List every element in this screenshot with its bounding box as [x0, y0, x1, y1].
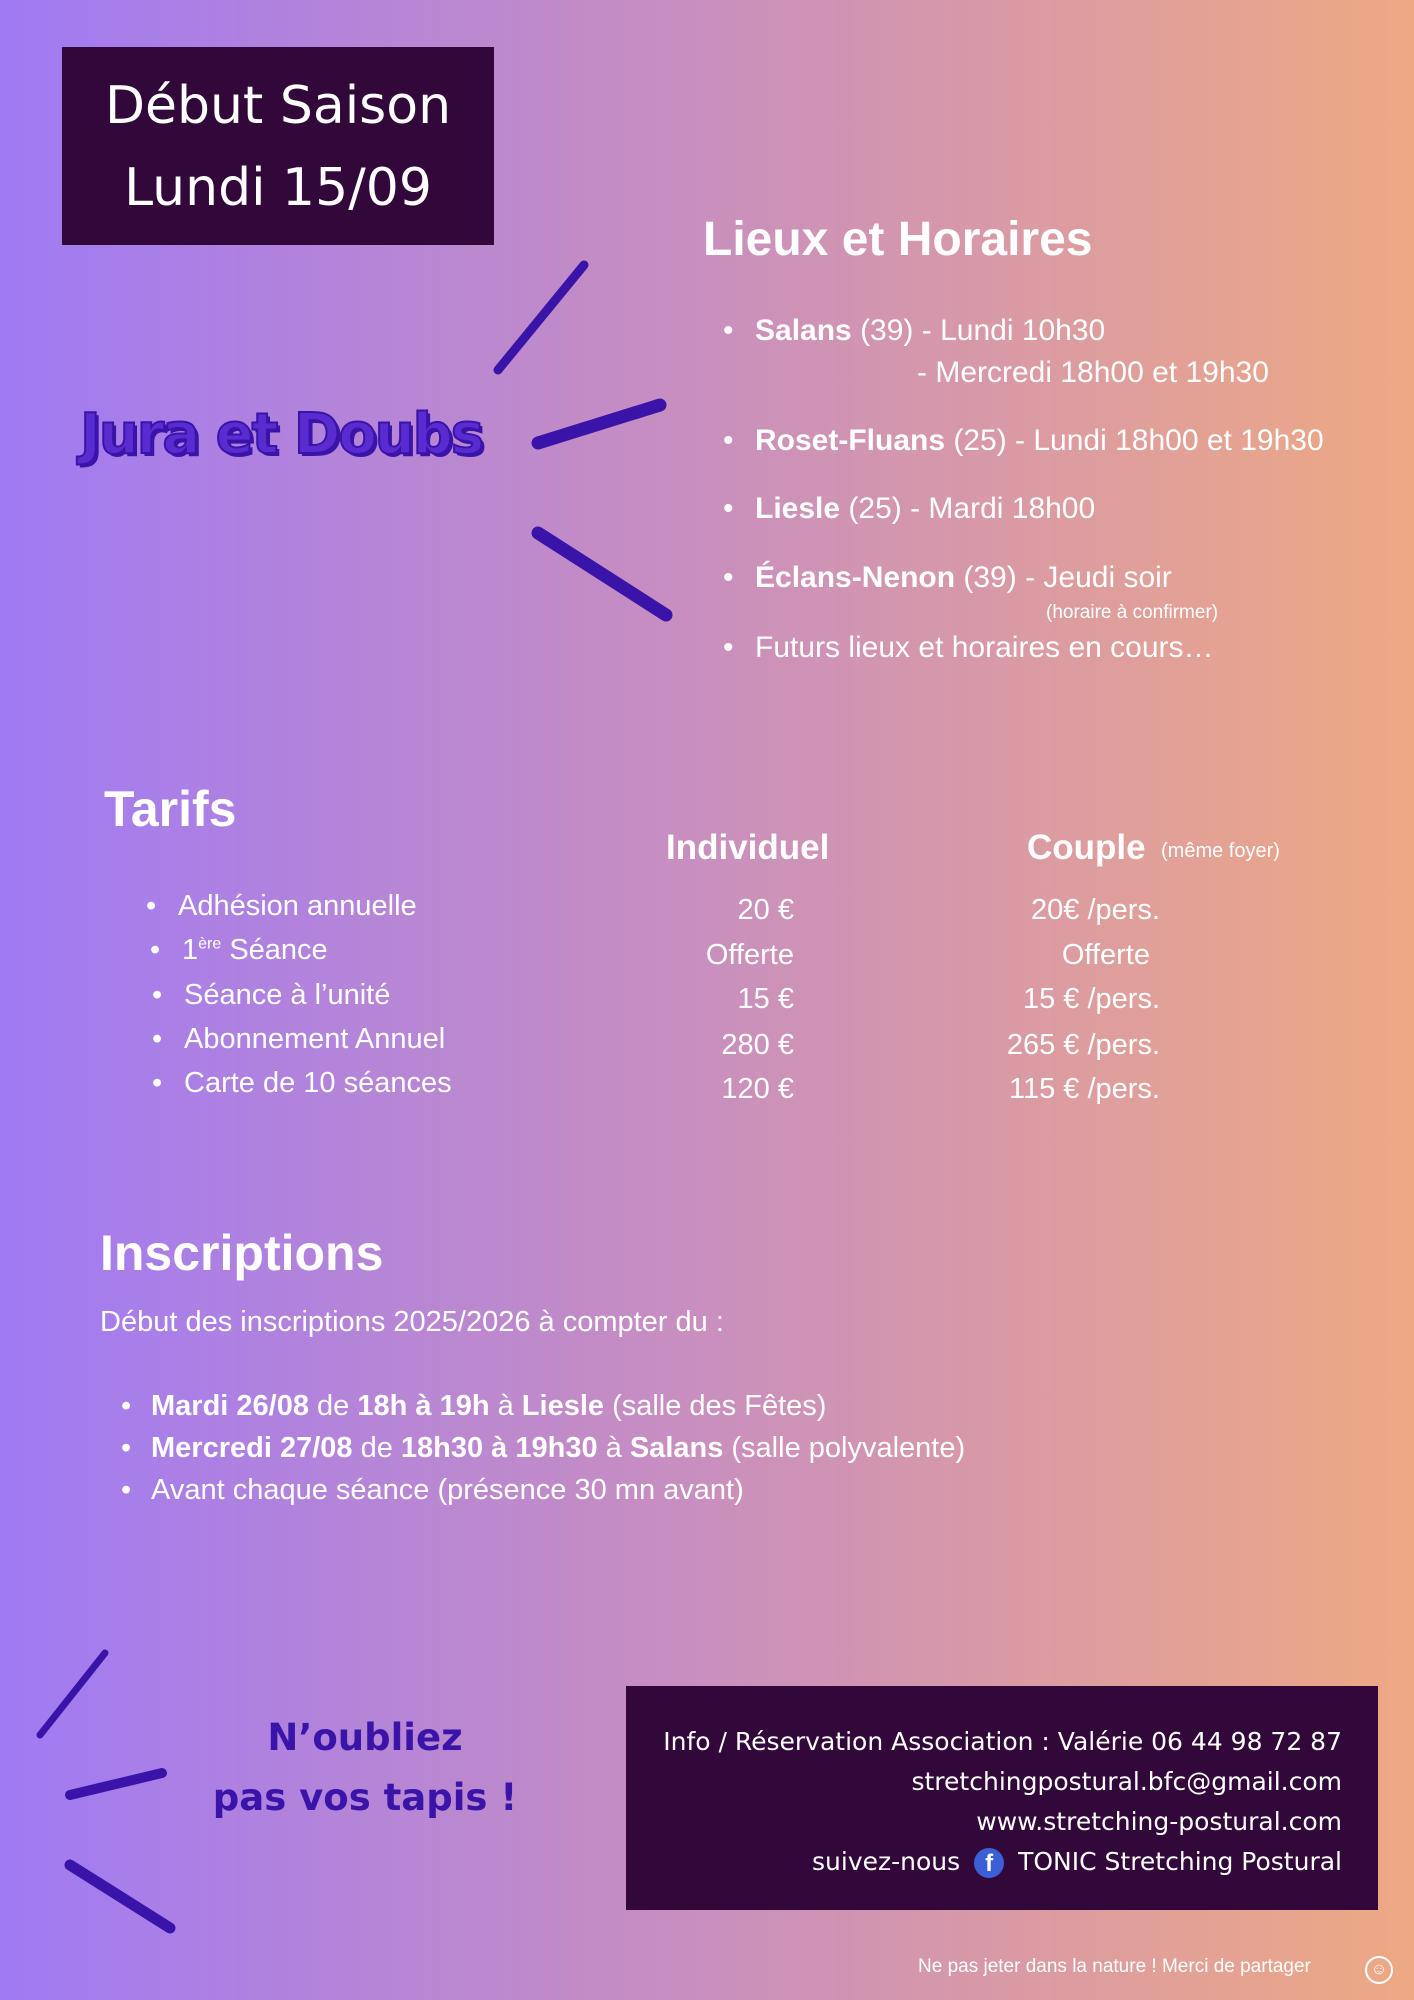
- season-start-date: Lundi 15/09: [124, 158, 432, 218]
- future-places-text: Futurs lieux et horaires en cours…: [755, 631, 1214, 664]
- inscription-text: Avant chaque séance (présence 30 mn avant): [151, 1474, 744, 1506]
- place-schedule: (39) - Lundi 10h30: [851, 314, 1106, 347]
- list-item: [755, 561, 1172, 595]
- list-item: [151, 1474, 744, 1507]
- lieux-title: Lieux et Horaires: [703, 213, 1093, 266]
- place-schedule-extra: - Mercredi 18h00 et 19h30: [917, 356, 1269, 389]
- inscription-connector: à: [489, 1390, 522, 1422]
- schedule-note: (horaire à confirmer): [1046, 602, 1219, 623]
- info-website[interactable]: www.stretching-postural.com: [976, 1807, 1342, 1836]
- season-start-box: [62, 47, 494, 245]
- tarif-couple: 265 € /pers.: [1006, 1029, 1160, 1061]
- list-item: [151, 1390, 826, 1423]
- inscription-time: 18h à 19h: [357, 1390, 490, 1422]
- tarif-individuel: 15 €: [737, 983, 794, 1015]
- info-email[interactable]: stretchingpostural.bfc@gmail.com: [911, 1767, 1342, 1796]
- tarif-couple: 20€ /pers.: [1031, 894, 1160, 926]
- tarif-couple: 15 € /pers.: [1022, 983, 1160, 1015]
- inscription-place: Liesle: [521, 1390, 605, 1422]
- place-name: Liesle: [755, 492, 841, 525]
- info-box: [626, 1686, 1378, 1910]
- inscription-connector: de: [352, 1432, 401, 1464]
- region-title: Jura et Doubs: [80, 402, 483, 467]
- tarif-individuel: 20 €: [737, 894, 794, 926]
- inscriptions-title: Inscriptions: [100, 1225, 384, 1281]
- column-header-individuel: Individuel: [666, 828, 830, 867]
- column-header-couple: Couple: [1027, 828, 1146, 867]
- column-header-couple-note: (même foyer): [1161, 840, 1280, 862]
- inscription-time: 18h30 à 19h30: [400, 1432, 598, 1464]
- inscription-venue: (salle polyvalente): [723, 1432, 966, 1464]
- tarif-label: • Adhésion annuelle: [178, 890, 417, 923]
- inscription-connector: à: [597, 1432, 630, 1464]
- list-item: [151, 1432, 965, 1465]
- inscriptions-intro: Début des inscriptions 2025/2026 à compter du :: [100, 1306, 724, 1338]
- place-name: Roset-Fluans: [755, 424, 946, 457]
- info-social: [626, 1842, 1342, 1882]
- inscription-connector: de: [308, 1390, 358, 1422]
- tarif-label: • Séance à l’unité: [184, 979, 390, 1012]
- tarif-individuel: 280 €: [721, 1029, 794, 1061]
- tapis-line: pas vos tapis !: [212, 1776, 518, 1819]
- tarif-couple: Offerte: [1061, 939, 1150, 971]
- tarif-individuel: 120 €: [721, 1073, 794, 1105]
- list-item: [755, 314, 1105, 348]
- tapis-reminder: [180, 1708, 550, 1828]
- decorative-strokes-bottom: [30, 1645, 190, 1945]
- place-name: Éclans-Nenon: [755, 561, 956, 594]
- follow-label: suivez-nous: [812, 1847, 961, 1876]
- list-item: [755, 492, 1095, 526]
- place-name: Salans: [755, 314, 852, 347]
- place-schedule: (39) - Jeudi soir: [955, 561, 1172, 594]
- facebook-icon[interactable]: f: [974, 1848, 1004, 1878]
- tapis-line: N’oubliez: [267, 1716, 463, 1759]
- place-schedule: (25) - Mardi 18h00: [840, 492, 1096, 525]
- info-contact: Info / Réservation Association : Valérie 06 44 98 72 87: [663, 1727, 1342, 1756]
- list-item: [755, 631, 1214, 665]
- tarif-label: • Carte de 10 séances: [184, 1067, 452, 1100]
- tarif-label: [182, 934, 328, 967]
- tarif-label-sup: ère: [198, 935, 222, 953]
- inscription-venue: (salle des Fêtes): [604, 1390, 827, 1422]
- decorative-strokes: [490, 255, 690, 635]
- tarif-label-text: Séance: [221, 934, 328, 966]
- smile-icon: ☺: [1365, 1956, 1393, 1984]
- tarif-label-num: 1: [182, 934, 199, 966]
- tarif-label: • Abonnement Annuel: [184, 1023, 445, 1056]
- list-item: [755, 424, 1324, 458]
- footer-note: Ne pas jeter dans la nature ! Merci de partager: [918, 1956, 1311, 1977]
- inscription-day: Mardi 26/08: [151, 1390, 309, 1422]
- tarifs-title: Tarifs: [104, 781, 237, 837]
- season-start-line: Début Saison: [104, 76, 452, 136]
- inscription-day: Mercredi 27/08: [151, 1432, 353, 1464]
- inscription-place: Salans: [629, 1432, 724, 1464]
- tarif-individuel: Offerte: [705, 939, 794, 971]
- facebook-page-name[interactable]: TONIC Stretching Postural: [1018, 1847, 1342, 1876]
- place-schedule: (25) - Lundi 18h00 et 19h30: [945, 424, 1324, 457]
- tarif-couple: 115 € /pers.: [1008, 1073, 1160, 1105]
